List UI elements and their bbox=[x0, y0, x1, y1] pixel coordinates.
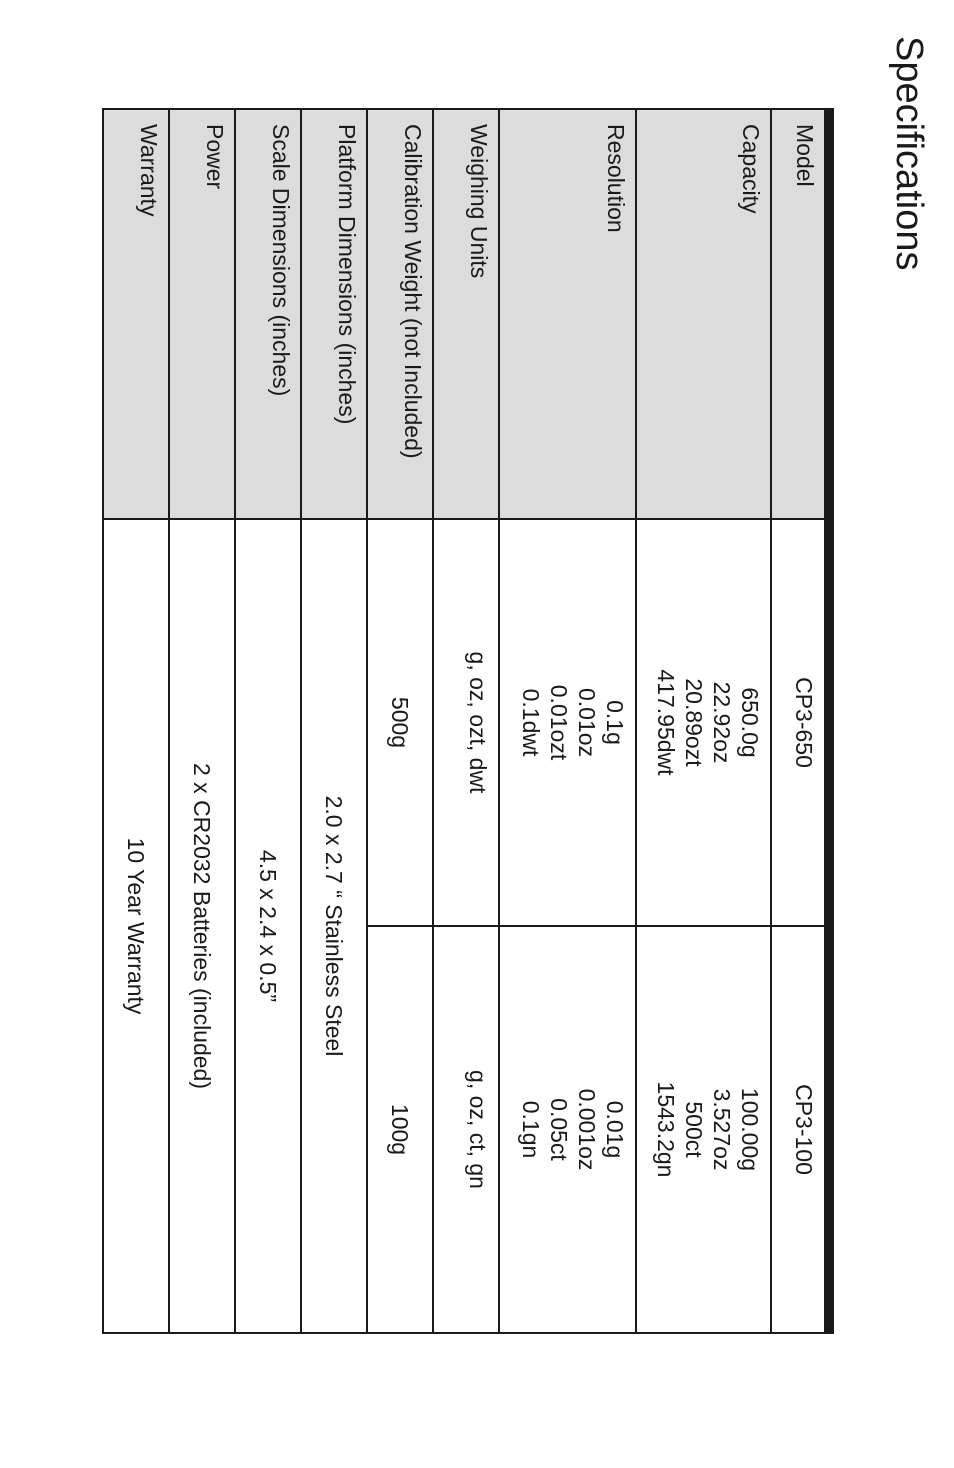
table-row-warranty bbox=[103, 109, 169, 1333]
cell-cp3-100-capacity bbox=[636, 926, 771, 1333]
value-line: 0.05ct bbox=[546, 1098, 572, 1161]
value-line: 1543.2gn bbox=[653, 1081, 679, 1178]
row-label-resolution: Resolution bbox=[499, 109, 636, 519]
table-row-resolution bbox=[499, 109, 636, 1333]
table-row-scale-dimensions bbox=[235, 109, 301, 1333]
value-line: 20.89ozt bbox=[681, 678, 707, 767]
value-line: 500ct bbox=[681, 1101, 707, 1158]
value-line: 3.527oz bbox=[709, 1088, 735, 1171]
cell-shared-warranty: 10 Year Warranty bbox=[103, 519, 169, 1333]
cell-cp3-650-model: CP3-650 bbox=[771, 519, 829, 926]
value-line: 0.1dwt bbox=[518, 688, 544, 757]
cell-cp3-650-weighing-units: g, oz, ozt, dwt bbox=[433, 519, 499, 926]
cell-cp3-650-capacity bbox=[636, 519, 771, 926]
row-label-power: Power bbox=[169, 109, 235, 519]
row-label-platform-dimensions: Platform Dimensions (inches) bbox=[301, 109, 367, 519]
table-row-calibration-weight bbox=[367, 109, 433, 1333]
cell-cp3-100-model: CP3-100 bbox=[771, 926, 829, 1333]
value-line: 0.01oz bbox=[574, 687, 600, 758]
value-line: 0.01g bbox=[602, 1100, 628, 1159]
table-row-weighing-units bbox=[433, 109, 499, 1333]
specifications-table bbox=[102, 108, 834, 1334]
table-row-model bbox=[771, 109, 829, 1333]
value-line: 22.92oz bbox=[709, 681, 735, 764]
value-line: 650.0g bbox=[737, 687, 763, 758]
page-title: Specifications bbox=[888, 36, 930, 271]
cell-cp3-650-calibration-weight: 500g bbox=[367, 519, 433, 926]
value-line: 417.95dwt bbox=[653, 669, 679, 776]
value-line: 0.1g bbox=[602, 700, 628, 745]
cell-shared-platform-dimensions: 2.0 x 2.7 “ Stainless Steel bbox=[301, 519, 367, 1333]
value-line: 0.01ozt bbox=[546, 684, 572, 761]
value-line: 100.00g bbox=[737, 1087, 763, 1172]
row-label-capacity: Capacity bbox=[636, 109, 771, 519]
row-label-warranty: Warranty bbox=[103, 109, 169, 519]
cell-shared-power: 2 x CR2032 Batteries (included) bbox=[169, 519, 235, 1333]
value-line: 0.1gn bbox=[518, 1100, 544, 1159]
cell-shared-scale-dimensions: 4.5 x 2.4 x 0.5” bbox=[235, 519, 301, 1333]
row-label-scale-dimensions: Scale Dimensions (inches) bbox=[235, 109, 301, 519]
table-row-power bbox=[169, 109, 235, 1333]
table-row-capacity bbox=[636, 109, 771, 1333]
row-label-weighing-units: Weighing Units bbox=[433, 109, 499, 519]
row-label-model: Model bbox=[771, 109, 829, 519]
cell-cp3-100-resolution bbox=[499, 926, 636, 1333]
cell-cp3-650-resolution bbox=[499, 519, 636, 926]
value-line: 0.001oz bbox=[574, 1088, 600, 1171]
cell-cp3-100-weighing-units: g, oz, ct, gn bbox=[433, 926, 499, 1333]
table-row-platform-dimensions bbox=[301, 109, 367, 1333]
row-label-calibration-weight: Calibration Weight (not Included) bbox=[367, 109, 433, 519]
cell-cp3-100-calibration-weight: 100g bbox=[367, 926, 433, 1333]
